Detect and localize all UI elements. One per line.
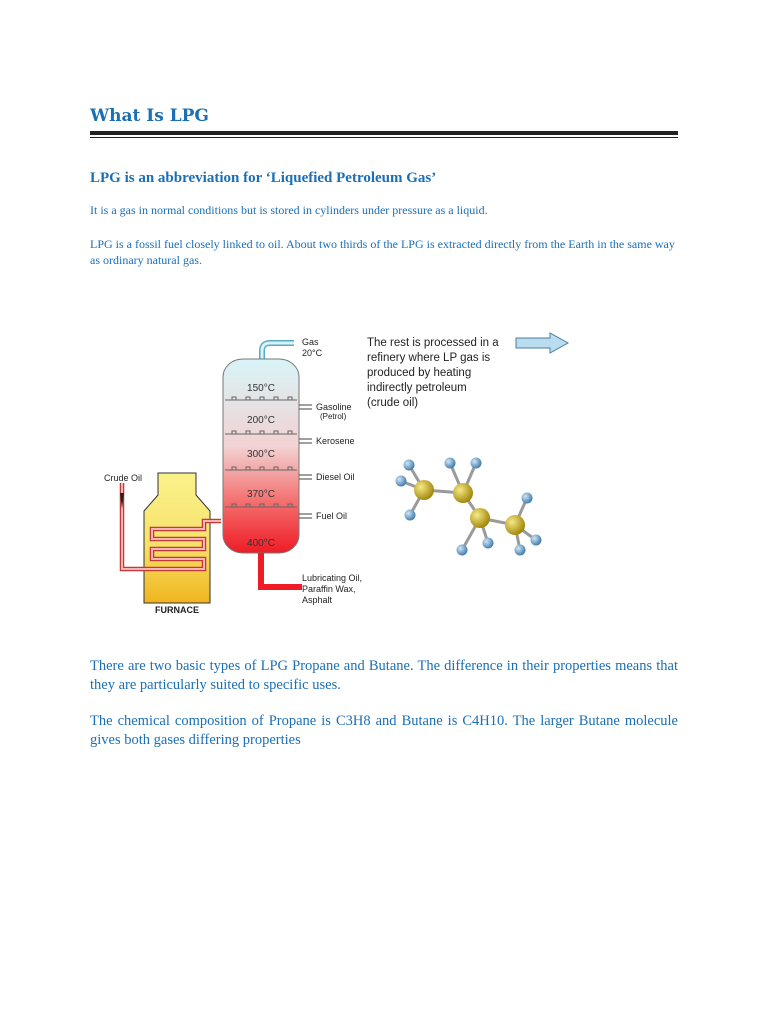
refinery-diagram <box>90 325 590 625</box>
refinery-note-line-3: produced by heating <box>367 367 472 379</box>
paragraph-storage: It is a gas in normal conditions but is stored in cylinders under pressure as a liquid. <box>90 203 488 217</box>
temp-300: 300°C <box>247 449 275 460</box>
butane-molecule-illustration <box>396 458 542 556</box>
gas-label: Gas <box>302 337 319 347</box>
temp-400: 400°C <box>247 538 275 549</box>
petrol-label: (Petrol) <box>320 412 347 421</box>
crude-oil-label: Crude Oil <box>104 473 143 483</box>
paragraph-lpg-types: There are two basic types of LPG Propane and Butane. The difference in their properties means that they are particularly suited to specific uses. <box>90 658 678 693</box>
title-divider <box>90 131 678 135</box>
refinery-note-line-4: indirectly petroleum <box>367 382 467 394</box>
lubricating-oil-label: Lubricating Oil, <box>302 573 363 583</box>
refinery-note-line-5: (crude oil) <box>367 397 419 409</box>
kerosene-label: Kerosene <box>316 436 355 446</box>
gas-temp-label: 20°C <box>302 348 323 358</box>
refinery-note-line-1: The rest is processed in a <box>367 337 499 349</box>
arrow-right-icon <box>516 333 568 353</box>
output-pipes <box>299 405 312 518</box>
temp-200: 200°C <box>247 415 275 426</box>
residue-pipe <box>261 553 302 587</box>
temp-150: 150°C <box>247 383 275 394</box>
title-divider-thin <box>90 137 678 138</box>
furnace-label: FURNACE <box>155 605 199 615</box>
refinery-note-line-2: refinery where LP gas is <box>367 352 491 364</box>
asphalt-label: Asphalt <box>302 595 333 605</box>
paragraph-fossil-fuel: LPG is a fossil fuel closely linked to oil. About two thirds of the LPG is extracted directly from the Earth in the same way as ordinary natural gas. <box>90 237 675 267</box>
paragraph-chemical-composition: The chemical composition of Propane is C3H8 and Butane is C4H10. The larger Butane molecule gives both gases differing properties <box>90 713 678 748</box>
diesel-oil-label: Diesel Oil <box>316 472 355 482</box>
fuel-oil-label: Fuel Oil <box>316 511 348 521</box>
paraffin-wax-label: Paraffin Wax, <box>302 584 356 594</box>
section-subtitle: LPG is an abbreviation for ‘Liquefied Petroleum Gas’ <box>90 170 437 186</box>
page-title: What Is LPG <box>90 106 209 126</box>
gasoline-label: Gasoline <box>316 402 352 412</box>
temp-370: 370°C <box>247 489 275 500</box>
